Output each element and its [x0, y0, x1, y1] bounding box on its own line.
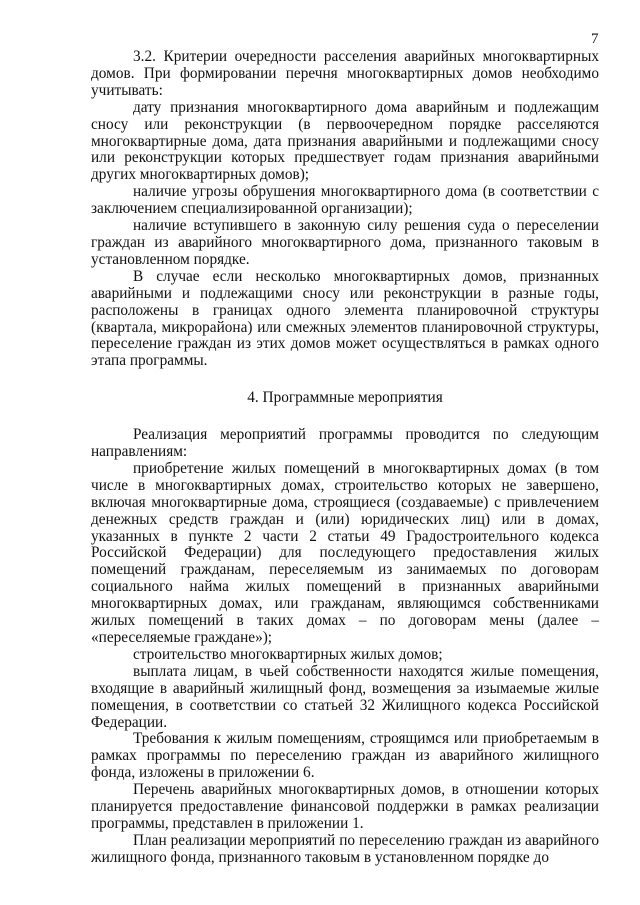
paragraph-compensation: выплата лицам, в чьей собственности находятся жилые помещения, входящие в аварийный жилищный фонд, возмещения за изымаемые жилые помещения, в соответствии со статьей 32 Жилищного кодекса Российской Федерации. [91, 662, 599, 731]
paragraph-acquisition: приобретение жилых помещений в многоквартирных домах (в том числе в многоквартирных домах, строительство которых не завершено, включая многоквартирные дома, строящиеся (создаваемые) с привлечением денежных средств граждан и (или) юридических лиц) или в домах, указанных в пункте 2 части 2 статьи 49 Градостроительного кодекса Российской Федерации) для последующего предоставления жилых помещений гражданам, переселяемым из занимаемых по договорам социального найма жилых помещений в признанных аварийными многоквартирных домах, или гражданам, являющимся собственниками жилых помещений в таких домах – по договорам мены (далее – «переселяемые граждане»); [91, 459, 599, 646]
paragraph-directions-intro: Реализация мероприятий программы проводится по следующим направлениям: [91, 426, 599, 461]
section-heading: 4. Программные мероприятия [247, 389, 443, 407]
paragraph-same-block: В случае если несколько многоквартирных домов, признанных аварийными и подлежащими сносу или реконструкции в разные годы, расположены в границах одного элемента планировочной структуры (квартала, микрорайона) или смежных элементов планировочной структуры, переселение граждан из этих домов может осуществляться в рамках одного этапа программы. [91, 267, 599, 370]
paragraph-collapse-threat: наличие угрозы обрушения многоквартирного дома (в соответствии с заключением специализированной организации); [91, 183, 599, 218]
paragraph-court-decision: наличие вступившего в законную силу решения суда о переселении граждан из аварийного многоквартирного дома, признанного таковым в установленном порядке. [91, 217, 599, 268]
paragraph-recognition-date: дату признания многоквартирного дома аварийным и подлежащим сносу или реконструкции (в первоочередном порядке расселяются многоквартирные дома, дата признания аварийными и подлежащими сносу или реконструкции которых предшествует годам признания аварийными других многоквартирных домов); [91, 98, 599, 184]
document-body [91, 49, 599, 867]
paragraph-criteria-intro: 3.2. Критерии очередности расселения аварийных многоквартирных домов. При формировании перечня многоквартирных домов необходимо учитывать: [91, 48, 599, 99]
page-number: 7 [591, 31, 599, 47]
paragraph-implementation-plan: План реализации мероприятий по переселению граждан из аварийного жилищного фонда, признанного таковым в установленном порядке до [91, 831, 599, 866]
paragraph-house-list: Перечень аварийных многоквартирных домов, в отношении которых планируется предоставление финансовой поддержки в рамках реализации программы, представлен в приложении 1. [91, 781, 599, 832]
paragraph-requirements: Требования к жилым помещениям, строящимся или приобретаемым в рамках программы по переселению граждан из аварийного жилищного фонда, изложены в приложении 6. [91, 730, 599, 782]
paragraph-construction: строительство многоквартирных жилых домов; [133, 645, 443, 663]
